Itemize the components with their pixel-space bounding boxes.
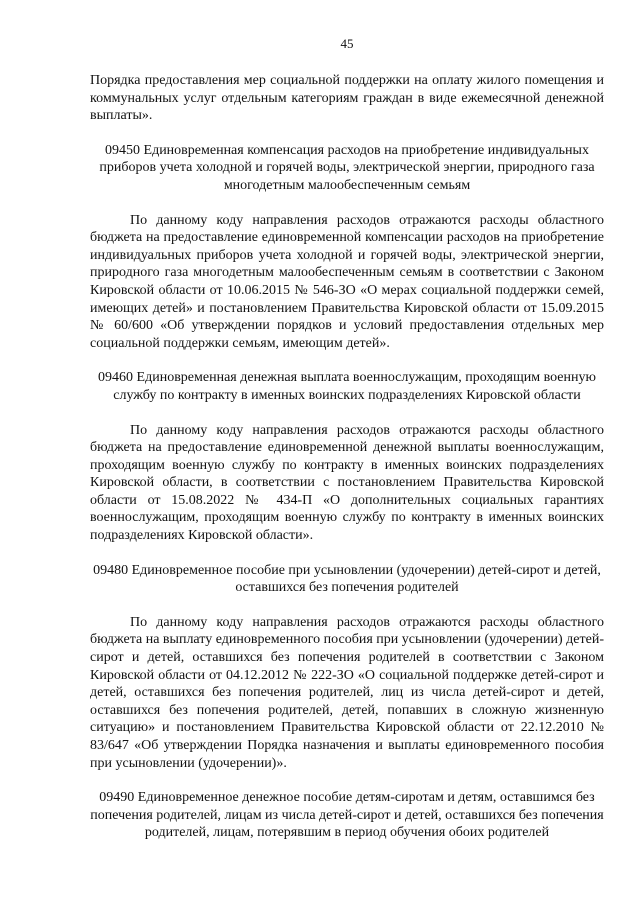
section-body: По данному коду направления расходов отражаются расходы областного бюджета на предоставление единовременной денежной выплаты военнослужащим, проходящим военную службу по контракту в именных воинских подразделениях Кировской области, в соответствии с постановлением Правительства Кировской области от 15.08.2022 № 434-П «О дополнительных социальных гарантиях военнослужащим, проходящим военную службу по контракту в именных воинских подразделениях Кировской области». xyxy=(90,422,604,544)
intro-paragraph: Порядка предоставления мер социальной поддержки на оплату жилого помещения и коммунальных услуг отдельным категориям граждан в виде ежемесячной денежной выплаты». xyxy=(90,73,604,124)
section-heading: 09450 Единовременная компенсация расходов на приобретение индивидуальных приборов учета холодной и горячей воды, электрической энергии, природного газа многодетным малообеспеченным семьям xyxy=(99,142,595,193)
document-page xyxy=(90,36,604,842)
section-body: По данному коду направления расходов отражаются расходы областного бюджета на предоставление единовременной компенсации расходов на приобретение индивидуальных приборов учета холодной и горячей воды, электрической энергии, природного газа многодетным малообеспеченным семьям в соответствии с Законом Кировской области от 10.06.2015 № 546-ЗО «О мерах социальной поддержки семей, имеющих детей» и постановлением Правительства Кировской области от 15.09.2015 № 60/600 «Об утверждении порядков и условий предоставления отдельных мер социальной поддержки семьям, имеющим детей». xyxy=(90,212,604,351)
section-body: По данному коду направления расходов отражаются расходы областного бюджета на выплату единовременного пособия при усыновлении (удочерении) детей-сирот и детей, оставшихся без попечения родителей в соответствии с Законом Кировской области от 04.12.2012 № 222-ЗО «О социальной поддержке детей-сирот и детей, оставшихся без попечения родителей, лиц из числа детей-сирот и детей, оставшихся без попечения родителей, детей, попавших в сложную жизненную ситуацию» и постановлением Правительства Кировской области от 22.12.2010 № 83/647 «Об утверждении Порядка назначения и выплаты единовременного пособия при усыновлении (удочерении)». xyxy=(90,614,604,771)
section-09480 xyxy=(90,562,604,790)
section-heading: 09460 Единовременная денежная выплата военнослужащим, проходящим военную службу по контракту в именных воинских подразделениях Кировской области xyxy=(98,370,596,403)
section-09450 xyxy=(90,142,604,370)
section-heading: 09480 Единовременное пособие при усыновлении (удочерении) детей-сирот и детей, оставшихся без попечения родителей xyxy=(93,562,601,596)
section-09490 xyxy=(90,789,604,842)
section-heading: 09490 Единовременное денежное пособие детям-сиротам и детям, оставшимся без попечения родителей, лицам из числа детей-сирот и детей, оставшихся без попечения родителей, лицам, потерявшим в период обучения обоих родителей xyxy=(90,790,604,841)
section-09460 xyxy=(90,369,604,561)
page-number: 45 xyxy=(340,36,354,51)
